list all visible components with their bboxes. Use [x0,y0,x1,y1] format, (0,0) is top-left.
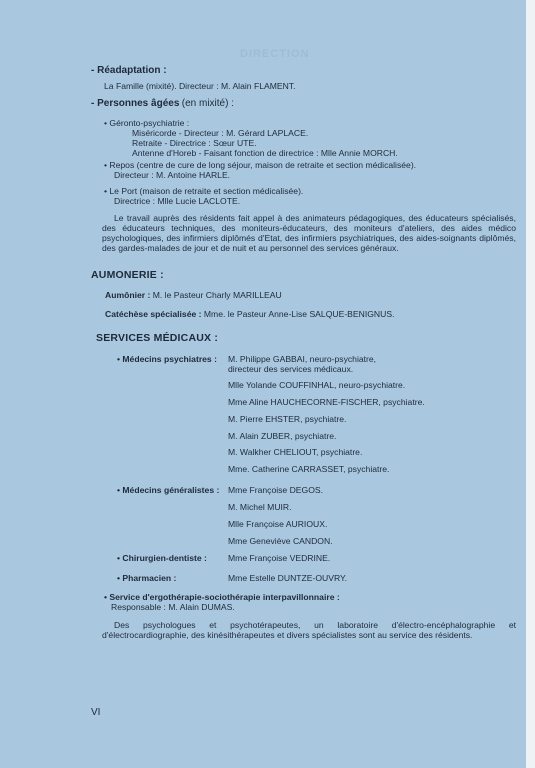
readaptation-heading: - Réadaptation : [91,65,167,76]
geronto-line: Retraite - Directrice : Sœur UTE. [132,138,257,148]
ergotherapie-label: • Service d'ergothérapie-sociothérapie interpavillonnaire : [104,592,340,602]
psychiatre-entry: Mlle Yolande COUFFINHAL, neuro-psychiatre. [228,380,406,390]
aumonerie-heading: AUMONERIE : [91,269,164,281]
psychiatre-entry: M. Alain ZUBER, psychiatre. [228,431,337,441]
catechese-value: Mme. le Pasteur Anne-Lise SALQUE-BENIGNUS. [203,309,395,319]
generaliste-entry: M. Michel MUIR. [228,502,292,512]
page-edge [526,0,535,768]
geronto-line: Antenne d'Horeb - Faisant fonction de directrice : Mlle Annie MORCH. [132,148,398,158]
psychiatre-entry-cont: directeur des services médicaux. [228,364,354,374]
pharmacien-label: • Pharmacien : [117,573,177,583]
generaliste-entry: Mme Geneviève CANDON. [228,536,333,546]
geronto-title: • Géronto-psychiatrie : [104,118,190,128]
port-line: Directrice : Mlle Lucie LACLOTE. [114,196,241,206]
aumonier-value: M. le Pasteur Charly MARILLEAU [152,290,282,300]
personnel-paragraph: Le travail auprès des résidents fait appel à des animateurs pédagogiques, des éducateurs spécialisés, des éducateurs techniques, des moniteurs-éducateurs, des moniteurs d'ateliers, des aides médico psychologiques, des infirmiers diplômés d'Etat, des infirmiers psychiatriques, des aides-soignants diplômés, des gardes-malades de jour et de nuit et au personnel des services généraux. [102,213,516,253]
page-number: VI [91,707,101,718]
bleed-through-text: DIRECTION [240,48,310,60]
personnes-agees-suffix: (en mixité) : [181,98,234,109]
port-title: • Le Port (maison de retraite et section médicalisée). [104,186,304,196]
catechese-label: Catéchèse spécialisée : [105,309,202,319]
catechese-row [105,309,394,319]
psychiatre-entry: Mme. Catherine CARRASSET, psychiatre. [228,464,390,474]
repos-line: Directeur : M. Antoine HARLE. [114,170,231,180]
aumonier-label: Aumônier : [105,290,151,300]
psychiatres-label: • Médecins psychiatres : [117,354,217,364]
dentiste-entry: Mme Françoise VEDRINE. [228,553,331,563]
psychiatre-entry: M. Pierre EHSTER, psychiatre. [228,414,347,424]
aumonier-row [105,290,282,300]
pharmacien-entry: Mme Estelle DUNTZE-OUVRY. [228,573,348,583]
psychiatre-entry: M. Walkher CHELIOUT, psychiatre. [228,447,363,457]
repos-title: • Repos (centre de cure de long séjour, maison de retraite et section médicalisée). [104,160,417,170]
services-medicaux-heading: SERVICES MÉDICAUX : [96,332,219,344]
personnes-agees-heading [91,98,234,109]
personnes-agees-title: - Personnes âgées [91,98,180,109]
generaliste-entry: Mme Françoise DEGOS. [228,485,324,495]
generaliste-entry: Mlle Françoise AURIOUX. [228,519,328,529]
dentiste-label: • Chirurgien-dentiste : [117,553,207,563]
geronto-line: Miséricorde - Directeur : M. Gérard LAPLACE. [132,128,309,138]
ergotherapie-responsable: Responsable : M. Alain DUMAS. [111,602,235,612]
psychiatre-entry: Mme Aline HAUCHECORNE-FISCHER, psychiatre. [228,397,425,407]
specialistes-paragraph: Des psychologues et psychotérapeutes, un laboratoire d'électro-encéphalographie et d'électrocardiographie, des kinésithérapeutes et divers spécialistes sont au service des résidents. [102,620,516,640]
generalistes-label: • Médecins généralistes : [117,485,220,495]
readaptation-line: La Famille (mixité). Directeur : M. Alain FLAMENT. [104,81,296,91]
psychiatre-entry: M. Philippe GABBAI, neuro-psychiatre, [228,354,377,364]
